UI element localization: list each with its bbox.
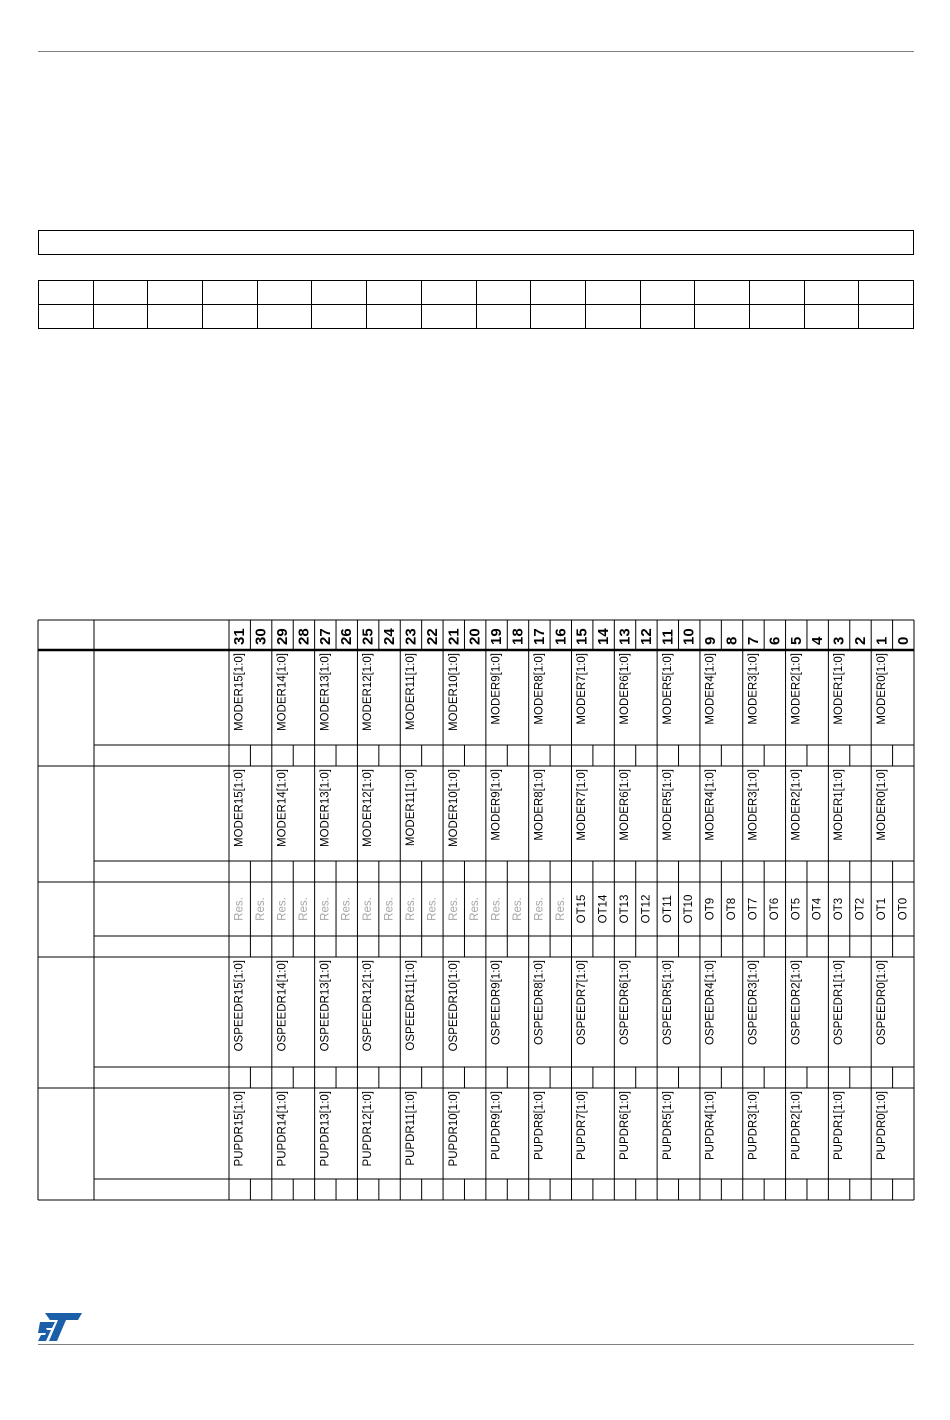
register-field-label: MODER12[1:0]: [362, 653, 375, 731]
register-field-label: MODER1[1:0]: [833, 769, 846, 841]
register-field-label: MODER0[1:0]: [875, 769, 888, 841]
register-field-label: OSPEEDR5[1:0]: [661, 960, 674, 1046]
bit-number-label: 1: [873, 636, 891, 645]
register-field-label: MODER4[1:0]: [704, 769, 717, 841]
bit-number-label: 25: [359, 628, 377, 645]
register-field-label: OSPEEDR1[1:0]: [833, 960, 846, 1046]
register-field-label: OSPEEDR4[1:0]: [704, 960, 717, 1046]
bit-number-label: 18: [509, 628, 527, 645]
register-field-label: MODER8[1:0]: [533, 769, 546, 841]
register-field-label: MODER7[1:0]: [576, 653, 589, 725]
reserved-bit-label: Res.: [255, 897, 268, 921]
register-field-label: MODER10[1:0]: [447, 653, 460, 731]
reserved-bit-label: Res.: [554, 897, 567, 921]
bit-number-label: 29: [274, 628, 292, 645]
register-field-label: OSPEEDR10[1:0]: [447, 960, 460, 1052]
register-field-label: OSPEEDR8[1:0]: [533, 960, 546, 1046]
register-field-label: MODER7[1:0]: [576, 769, 589, 841]
register-field-label: PUPDR12[1:0]: [362, 1091, 375, 1167]
register-field-label: OSPEEDR12[1:0]: [362, 960, 375, 1052]
register-bit-label: OT1: [875, 897, 888, 921]
register-field-label: OSPEEDR13[1:0]: [319, 960, 332, 1052]
bit-number-label: 19: [488, 628, 506, 645]
register-field-label: MODER8[1:0]: [533, 653, 546, 725]
bit-number-label: 16: [552, 628, 570, 645]
register-field-label: MODER13[1:0]: [319, 769, 332, 847]
register-field-label: PUPDR0[1:0]: [875, 1091, 888, 1161]
register-field-label: MODER12[1:0]: [362, 769, 375, 847]
reserved-bit-label: Res.: [340, 897, 353, 921]
reserved-bit-label: Res.: [490, 897, 503, 921]
register-field-label: MODER2[1:0]: [790, 769, 803, 841]
reserved-bit-label: Res.: [404, 897, 417, 921]
register-bit-label: OT5: [790, 897, 803, 921]
register-field-label: MODER6[1:0]: [619, 653, 632, 725]
register-bit-label: OT10: [683, 894, 696, 924]
register-field-label: PUPDR8[1:0]: [533, 1091, 546, 1161]
register-field-label: OSPEEDR2[1:0]: [790, 960, 803, 1046]
register-field-label: PUPDR13[1:0]: [319, 1091, 332, 1167]
register-bit-label: OT7: [747, 897, 760, 921]
register-bit-label: OT6: [768, 897, 781, 921]
register-field-label: PUPDR3[1:0]: [747, 1091, 760, 1161]
bit-number-label: 28: [295, 628, 313, 645]
register-field-label: OSPEEDR3[1:0]: [747, 960, 760, 1046]
register-field-label: MODER15[1:0]: [233, 769, 246, 847]
register-field-label: PUPDR2[1:0]: [790, 1091, 803, 1161]
register-field-label: PUPDR11[1:0]: [404, 1091, 417, 1166]
register-field-label: PUPDR1[1:0]: [833, 1091, 846, 1161]
bit-number-label: 30: [252, 628, 270, 645]
bit-number-label: 24: [381, 628, 399, 645]
bit-number-label: 5: [787, 636, 805, 645]
register-bit-label: OT13: [619, 894, 632, 924]
bit-number-label: 31: [231, 628, 249, 645]
bit-number-label: 26: [338, 628, 356, 645]
register-field-label: MODER5[1:0]: [661, 769, 674, 841]
bit-number-label: 20: [466, 628, 484, 645]
register-field-label: PUPDR4[1:0]: [704, 1091, 717, 1161]
register-field-label: MODER13[1:0]: [319, 653, 332, 731]
reserved-bit-label: Res.: [276, 897, 289, 921]
bit-number-label: 3: [830, 636, 848, 645]
register-field-label: OSPEEDR7[1:0]: [576, 960, 589, 1046]
register-bit-label: OT0: [897, 897, 910, 921]
bit-number-label: 0: [894, 636, 912, 645]
register-bit-label: OT12: [640, 894, 653, 924]
bit-number-label: 4: [809, 636, 827, 645]
bit-number-label: 2: [851, 636, 869, 645]
reserved-bit-label: Res.: [319, 897, 332, 921]
register-field-label: MODER15[1:0]: [233, 653, 246, 731]
reserved-bit-label: Res.: [469, 897, 482, 921]
register-bit-label: OT9: [704, 897, 717, 921]
register-field-label: MODER0[1:0]: [875, 653, 888, 725]
bit-number-label: 8: [723, 636, 741, 645]
register-field-label: OSPEEDR9[1:0]: [490, 960, 503, 1046]
register-field-label: MODER11[1:0]: [404, 769, 417, 847]
bit-number-label: 6: [766, 636, 784, 645]
bit-number-label: 9: [702, 636, 720, 645]
bit-number-label: 23: [402, 628, 420, 645]
register-bit-label: OT3: [833, 897, 846, 921]
register-field-label: MODER2[1:0]: [790, 653, 803, 725]
register-field-label: MODER11[1:0]: [404, 653, 417, 731]
bit-number-label: 14: [595, 628, 613, 645]
bit-number-label: 11: [659, 629, 677, 645]
reserved-bit-label: Res.: [362, 897, 375, 921]
register-field-label: MODER3[1:0]: [747, 769, 760, 841]
bit-number-label: 10: [680, 628, 698, 645]
register-bit-label: OT8: [726, 897, 739, 921]
reserved-bit-label: Res.: [383, 897, 396, 921]
reserved-bit-label: Res.: [447, 897, 460, 921]
register-field-label: MODER14[1:0]: [276, 769, 289, 847]
register-field-label: MODER1[1:0]: [833, 653, 846, 725]
bit-number-label: 7: [744, 636, 762, 645]
bit-number-label: 17: [530, 628, 548, 645]
bit-number-label: 13: [616, 628, 634, 645]
register-field-label: PUPDR15[1:0]: [233, 1091, 246, 1167]
register-field-label: PUPDR6[1:0]: [619, 1091, 632, 1161]
register-field-label: OSPEEDR11[1:0]: [404, 960, 417, 1051]
register-field-label: MODER9[1:0]: [490, 653, 503, 725]
register-field-label: PUPDR10[1:0]: [447, 1091, 460, 1167]
register-field-label: OSPEEDR6[1:0]: [619, 960, 632, 1046]
bit-number-label: 22: [423, 628, 441, 645]
register-field-label: MODER14[1:0]: [276, 653, 289, 731]
reserved-bit-label: Res.: [426, 897, 439, 921]
register-field-label: MODER6[1:0]: [619, 769, 632, 841]
register-bit-label: OT4: [811, 897, 824, 921]
register-field-label: MODER5[1:0]: [661, 653, 674, 725]
reserved-bit-label: Res.: [297, 897, 310, 921]
reserved-bit-label: Res.: [533, 897, 546, 921]
register-field-label: PUPDR5[1:0]: [661, 1091, 674, 1161]
register-field-label: MODER9[1:0]: [490, 769, 503, 841]
register-field-label: MODER10[1:0]: [447, 769, 460, 847]
bit-number-label: 21: [445, 628, 463, 645]
register-bit-label: OT15: [576, 894, 589, 924]
register-field-label: MODER4[1:0]: [704, 653, 717, 725]
register-bit-label: OT2: [854, 897, 867, 921]
register-field-label: OSPEEDR0[1:0]: [875, 960, 888, 1046]
footer-rule: [38, 1344, 914, 1345]
register-field-label: OSPEEDR14[1:0]: [276, 960, 289, 1052]
register-field-label: OSPEEDR15[1:0]: [233, 960, 246, 1052]
register-field-label: PUPDR14[1:0]: [276, 1091, 289, 1167]
bit-number-label: 15: [573, 628, 591, 645]
register-bit-label: OT11: [661, 895, 674, 923]
st-logo: [38, 1313, 82, 1341]
bit-number-label: 12: [637, 628, 655, 645]
reserved-bit-label: Res.: [233, 897, 246, 921]
register-field-label: PUPDR9[1:0]: [490, 1091, 503, 1161]
bit-number-label: 27: [316, 628, 334, 645]
register-field-label: MODER3[1:0]: [747, 653, 760, 725]
reserved-bit-label: Res.: [511, 897, 524, 921]
register-field-label: PUPDR7[1:0]: [576, 1091, 589, 1161]
register-bit-label: OT14: [597, 894, 610, 924]
